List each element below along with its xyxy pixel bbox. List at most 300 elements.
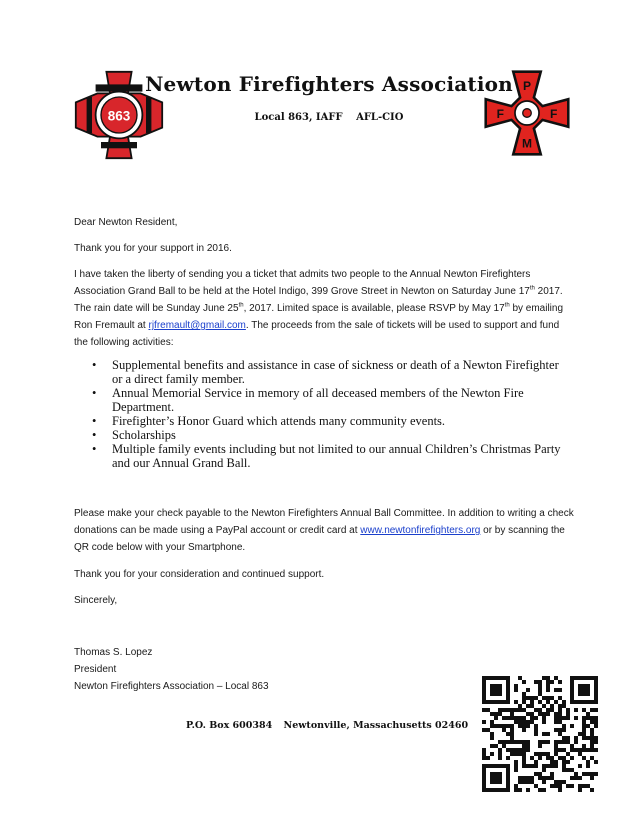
- qr-module: [554, 784, 558, 788]
- qr-module: [570, 776, 574, 780]
- qr-module: [506, 684, 510, 688]
- qr-module: [522, 728, 526, 732]
- qr-module: [546, 708, 550, 712]
- qr-module: [586, 692, 590, 696]
- qr-module: [482, 752, 486, 756]
- qr-module: [570, 676, 574, 680]
- qr-module: [486, 676, 490, 680]
- ordinal-sup: th: [238, 302, 244, 309]
- qr-module: [594, 740, 598, 744]
- qr-module: [566, 768, 570, 772]
- mailing-address: [186, 720, 476, 731]
- qr-module: [522, 724, 526, 728]
- qr-module: [498, 776, 502, 780]
- qr-module: [570, 680, 574, 684]
- qr-module: [486, 788, 490, 792]
- qr-module: [482, 676, 486, 680]
- qr-module: [494, 772, 498, 776]
- qr-module: [498, 688, 502, 692]
- qr-module: [514, 700, 518, 704]
- rsvp-email-link[interactable]: rjfremault@gmail.com: [148, 320, 246, 331]
- qr-module: [570, 748, 574, 752]
- afl-cio-label: AFL-CIO: [356, 112, 404, 123]
- qr-module: [594, 700, 598, 704]
- qr-module: [582, 728, 586, 732]
- qr-module: [538, 756, 542, 760]
- qr-module: [542, 712, 546, 716]
- qr-module: [502, 740, 506, 744]
- signer-name: Thomas S. Lopez: [74, 647, 153, 658]
- qr-module: [490, 676, 494, 680]
- qr-module: [518, 708, 522, 712]
- qr-module: [482, 776, 486, 780]
- qr-module: [546, 700, 550, 704]
- qr-module: [494, 692, 498, 696]
- qr-module: [482, 764, 486, 768]
- qr-module: [530, 712, 534, 716]
- qr-module: [502, 676, 506, 680]
- qr-module: [542, 696, 546, 700]
- qr-module: [482, 772, 486, 776]
- salutation: Dear Newton Resident,: [74, 217, 178, 228]
- qr-module: [594, 696, 598, 700]
- qr-module: [558, 740, 562, 744]
- qr-module: [594, 676, 598, 680]
- qr-module: [550, 708, 554, 712]
- qr-module: [582, 720, 586, 724]
- qr-module: [578, 688, 582, 692]
- qr-module: [542, 716, 546, 720]
- qr-module: [574, 772, 578, 776]
- qr-module: [562, 716, 566, 720]
- qr-module: [554, 752, 558, 756]
- ordinal-sup: th: [504, 302, 510, 309]
- sign-off: Sincerely,: [74, 595, 118, 606]
- qr-module: [594, 716, 598, 720]
- qr-module: [542, 676, 546, 680]
- qr-module: [514, 784, 518, 788]
- qr-module: [574, 700, 578, 704]
- signer-organization: Newton Firefighters Association – Local 863: [74, 681, 269, 692]
- donation-text-1: Please make your check payable to the Newton Firefighters Annual Ball Committee. In addition to writing a check donations can be made using a PayPal account or credit card at: [74, 508, 574, 536]
- qr-module: [538, 684, 542, 688]
- qr-module: [534, 708, 538, 712]
- donation-text-2: or by scanning the QR code below with your Smartphone.: [74, 525, 565, 553]
- qr-module: [570, 756, 574, 760]
- qr-module: [522, 680, 526, 684]
- qr-module: [482, 728, 486, 732]
- qr-module: [526, 788, 530, 792]
- list-item: • Supplemental benefits and assistance in case of sickness or death of a Newton Firefighter or a direct family member.: [92, 358, 572, 386]
- qr-module: [490, 720, 494, 724]
- qr-module: [566, 760, 570, 764]
- qr-module: [578, 764, 582, 768]
- qr-module: [542, 752, 546, 756]
- qr-module: [526, 748, 530, 752]
- qr-module: [570, 744, 574, 748]
- qr-module: [522, 696, 526, 700]
- logo-letter-bottom: M: [521, 136, 533, 151]
- qr-module: [494, 716, 498, 720]
- qr-module: [538, 688, 542, 692]
- qr-module: [486, 708, 490, 712]
- qr-module: [558, 720, 562, 724]
- qr-module: [566, 784, 570, 788]
- qr-module: [594, 760, 598, 764]
- qr-module: [546, 756, 550, 760]
- qr-module: [594, 680, 598, 684]
- qr-module: [574, 676, 578, 680]
- qr-module: [482, 700, 486, 704]
- qr-module: [546, 752, 550, 756]
- qr-module: [502, 700, 506, 704]
- qr-module: [494, 776, 498, 780]
- qr-module: [590, 788, 594, 792]
- qr-module: [538, 776, 542, 780]
- qr-module: [558, 748, 562, 752]
- qr-module: [506, 700, 510, 704]
- qr-module: [570, 724, 574, 728]
- qr-module: [594, 688, 598, 692]
- qr-module: [586, 676, 590, 680]
- qr-module: [526, 780, 530, 784]
- qr-module: [566, 740, 570, 744]
- qr-module: [482, 696, 486, 700]
- qr-module: [534, 764, 538, 768]
- qr-module: [546, 688, 550, 692]
- qr-module: [490, 712, 494, 716]
- qr-module: [494, 724, 498, 728]
- qr-module: [546, 712, 550, 716]
- qr-module: [522, 764, 526, 768]
- qr-module: [514, 684, 518, 688]
- qr-module: [506, 716, 510, 720]
- qr-module: [506, 676, 510, 680]
- qr-module: [554, 780, 558, 784]
- qr-module: [562, 700, 566, 704]
- qr-code-icon[interactable]: [482, 676, 598, 792]
- logo-letter-top: P: [522, 78, 532, 93]
- qr-module: [498, 684, 502, 688]
- qr-module: [494, 700, 498, 704]
- qr-module: [514, 716, 518, 720]
- qr-module: [578, 676, 582, 680]
- qr-module: [578, 788, 582, 792]
- qr-module: [506, 780, 510, 784]
- qr-module: [594, 736, 598, 740]
- qr-module: [542, 764, 546, 768]
- qr-module: [482, 780, 486, 784]
- qr-module: [526, 688, 530, 692]
- qr-module: [506, 784, 510, 788]
- qr-module: [558, 716, 562, 720]
- qr-module: [490, 732, 494, 736]
- qr-module: [590, 776, 594, 780]
- qr-module: [482, 720, 486, 724]
- qr-module: [554, 748, 558, 752]
- qr-module: [554, 760, 558, 764]
- qr-module: [498, 712, 502, 716]
- qr-module: [570, 784, 574, 788]
- qr-module: [514, 740, 518, 744]
- qr-module: [558, 688, 562, 692]
- qr-module: [562, 764, 566, 768]
- qr-module: [586, 736, 590, 740]
- qr-module: [486, 756, 490, 760]
- qr-module: [594, 748, 598, 752]
- qr-module: [574, 708, 578, 712]
- qr-module: [522, 748, 526, 752]
- qr-module: [582, 708, 586, 712]
- qr-module: [518, 788, 522, 792]
- qr-module: [586, 748, 590, 752]
- qr-module: [502, 744, 506, 748]
- qr-module: [558, 728, 562, 732]
- qr-module: [482, 708, 486, 712]
- activities-list: [92, 358, 572, 470]
- qr-module: [494, 780, 498, 784]
- qr-module: [494, 684, 498, 688]
- qr-module: [590, 748, 594, 752]
- qr-module: [502, 724, 506, 728]
- qr-module: [526, 764, 530, 768]
- city-state-zip: Newtonville, Massachusetts 02460: [283, 720, 469, 731]
- qr-module: [502, 708, 506, 712]
- qr-module: [514, 764, 518, 768]
- qr-module: [538, 680, 542, 684]
- qr-module: [534, 760, 538, 764]
- qr-module: [562, 736, 566, 740]
- qr-module: [550, 696, 554, 700]
- qr-module: [554, 744, 558, 748]
- qr-module: [498, 752, 502, 756]
- qr-module: [582, 716, 586, 720]
- qr-module: [562, 748, 566, 752]
- qr-module: [558, 712, 562, 716]
- ordinal-sup: th: [529, 285, 535, 292]
- qr-module: [506, 708, 510, 712]
- qr-module: [542, 788, 546, 792]
- ball-text-5: . The proceeds from the sale of tickets will be used to support and fund the following activities:: [74, 320, 560, 348]
- qr-module: [542, 732, 546, 736]
- qr-module: [502, 716, 506, 720]
- qr-module: [526, 720, 530, 724]
- qr-module: [526, 724, 530, 728]
- qr-module: [538, 692, 542, 696]
- qr-module: [590, 772, 594, 776]
- qr-module: [574, 748, 578, 752]
- qr-module: [586, 760, 590, 764]
- qr-module: [542, 768, 546, 772]
- qr-module: [590, 740, 594, 744]
- qr-module: [506, 748, 510, 752]
- qr-module: [582, 748, 586, 752]
- qr-module: [530, 696, 534, 700]
- qr-module: [594, 684, 598, 688]
- qr-module: [534, 728, 538, 732]
- qr-module: [550, 764, 554, 768]
- qr-module: [546, 676, 550, 680]
- ball-paragraph: [74, 266, 574, 351]
- qr-module: [510, 728, 514, 732]
- qr-module: [534, 772, 538, 776]
- qr-module: [546, 680, 550, 684]
- qr-module: [522, 708, 526, 712]
- qr-module: [562, 780, 566, 784]
- qr-module: [490, 764, 494, 768]
- qr-module: [514, 688, 518, 692]
- qr-module: [578, 752, 582, 756]
- qr-module: [502, 788, 506, 792]
- qr-module: [546, 696, 550, 700]
- qr-module: [510, 716, 514, 720]
- qr-module: [490, 736, 494, 740]
- qr-module: [526, 696, 530, 700]
- qr-module: [546, 776, 550, 780]
- qr-module: [538, 788, 542, 792]
- qr-module: [570, 684, 574, 688]
- qr-module: [562, 740, 566, 744]
- qr-module: [554, 712, 558, 716]
- qr-module: [594, 692, 598, 696]
- qr-module: [530, 704, 534, 708]
- qr-module: [574, 776, 578, 780]
- qr-module: [514, 760, 518, 764]
- website-link[interactable]: www.newtonfirefighters.org: [360, 525, 481, 536]
- qr-module: [542, 720, 546, 724]
- qr-module: [590, 736, 594, 740]
- qr-module: [514, 708, 518, 712]
- qr-module: [562, 724, 566, 728]
- qr-module: [490, 752, 494, 756]
- qr-module: [518, 720, 522, 724]
- qr-module: [570, 692, 574, 696]
- qr-module: [594, 772, 598, 776]
- qr-module: [538, 744, 542, 748]
- qr-module: [490, 688, 494, 692]
- qr-module: [482, 684, 486, 688]
- qr-module: [554, 688, 558, 692]
- qr-module: [546, 740, 550, 744]
- qr-module: [510, 752, 514, 756]
- qr-module: [562, 756, 566, 760]
- qr-module: [490, 700, 494, 704]
- qr-module: [586, 712, 590, 716]
- qr-module: [554, 700, 558, 704]
- qr-module: [534, 784, 538, 788]
- qr-module: [522, 756, 526, 760]
- qr-module: [518, 748, 522, 752]
- qr-module: [486, 728, 490, 732]
- qr-module: [490, 788, 494, 792]
- qr-module: [570, 696, 574, 700]
- qr-module: [554, 720, 558, 724]
- qr-module: [550, 760, 554, 764]
- qr-module: [590, 744, 594, 748]
- qr-module: [558, 696, 562, 700]
- qr-module: [542, 776, 546, 780]
- qr-module: [494, 688, 498, 692]
- qr-module: [550, 772, 554, 776]
- qr-module: [582, 692, 586, 696]
- qr-module: [594, 720, 598, 724]
- list-item: • Scholarships: [92, 428, 572, 442]
- qr-module: [482, 788, 486, 792]
- qr-module: [590, 728, 594, 732]
- qr-module: [558, 756, 562, 760]
- qr-module: [522, 740, 526, 744]
- qr-module: [562, 728, 566, 732]
- qr-module: [570, 768, 574, 772]
- qr-module: [514, 768, 518, 772]
- qr-module: [554, 764, 558, 768]
- qr-module: [526, 744, 530, 748]
- qr-module: [498, 748, 502, 752]
- qr-module: [578, 784, 582, 788]
- qr-module: [510, 740, 514, 744]
- qr-module: [534, 680, 538, 684]
- qr-module: [514, 788, 518, 792]
- qr-module: [506, 692, 510, 696]
- qr-module: [566, 712, 570, 716]
- qr-module: [510, 748, 514, 752]
- qr-module: [522, 720, 526, 724]
- qr-module: [534, 752, 538, 756]
- qr-module: [498, 708, 502, 712]
- qr-module: [554, 740, 558, 744]
- qr-module: [554, 676, 558, 680]
- qr-module: [498, 756, 502, 760]
- qr-module: [558, 788, 562, 792]
- qr-module: [582, 756, 586, 760]
- qr-module: [490, 780, 494, 784]
- qr-module: [490, 776, 494, 780]
- qr-module: [530, 716, 534, 720]
- qr-module: [538, 740, 542, 744]
- qr-module: [590, 700, 594, 704]
- qr-module: [558, 680, 562, 684]
- list-item: • Annual Memorial Service in memory of all deceased members of the Newton Fire Department.: [92, 386, 572, 414]
- qr-module: [582, 736, 586, 740]
- qr-module: [522, 700, 526, 704]
- list-item: • Firefighter’s Honor Guard which attends many community events.: [92, 414, 572, 428]
- qr-module: [578, 700, 582, 704]
- qr-module: [530, 756, 534, 760]
- qr-module: [538, 772, 542, 776]
- qr-module: [586, 688, 590, 692]
- po-box: P.O. Box 600384: [186, 720, 273, 731]
- qr-module: [582, 688, 586, 692]
- qr-module: [514, 748, 518, 752]
- qr-module: [562, 704, 566, 708]
- qr-module: [582, 676, 586, 680]
- qr-module: [550, 784, 554, 788]
- logo-letter-left: F: [496, 107, 505, 122]
- qr-module: [506, 788, 510, 792]
- qr-module: [490, 744, 494, 748]
- qr-module: [582, 700, 586, 704]
- qr-module: [566, 716, 570, 720]
- qr-module: [490, 772, 494, 776]
- qr-module: [538, 752, 542, 756]
- ball-text-1: I have taken the liberty of sending you a ticket that admits two people to the Annual Newton Firefighters Association Grand Ball to be held at the Hotel Indigo, 399 Grove Street in Newton on Saturday June 17: [74, 269, 531, 297]
- qr-module: [590, 676, 594, 680]
- qr-module: [498, 740, 502, 744]
- qr-module: [534, 716, 538, 720]
- qr-module: [554, 716, 558, 720]
- qr-module: [550, 756, 554, 760]
- qr-module: [526, 704, 530, 708]
